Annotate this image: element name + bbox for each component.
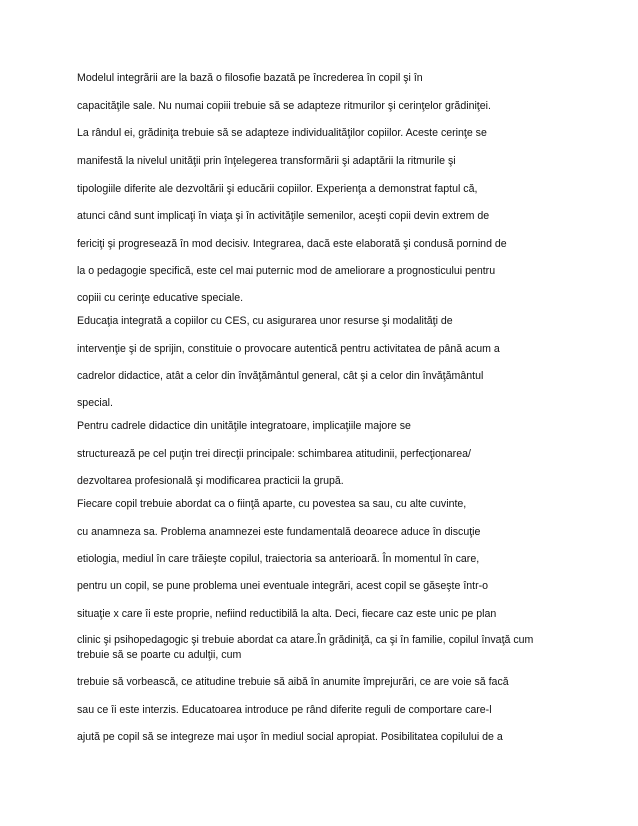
text-line: situaţie x care îi este proprie, nefiind reductibilă la alta. Deci, fiecare caz este unic pe plan [77, 608, 497, 620]
text-line: clinic şi psihopedagogic şi trebuie abordat ca atare.În grădiniţă, ca şi în familie, copilul învaţă cum [77, 634, 534, 646]
text-line: manifestă la nivelul unităţii prin înţelegerea transformării şi adaptării la ritmurile şi [77, 155, 456, 167]
text-line: special. [77, 397, 113, 409]
text-line: La rândul ei, grădiniţa trebuie să se adapteze individualităţilor copiilor. Aceste cerinţe se [77, 127, 487, 139]
text-line: ajută pe copil să se integreze mai uşor în mediul social apropiat. Posibilitatea copilului de a [77, 731, 503, 743]
text-line: atunci când sunt implicaţi în viaţa şi în activităţile semenilor, aceşti copii devin extrem de [77, 210, 490, 222]
text-line: dezvoltarea profesională şi modificarea practicii la grupă. [77, 475, 344, 487]
text-line: intervenţie şi de sprijin, constituie o provocare autentică pentru activitatea de până acum a [77, 343, 500, 355]
text-line: Pentru cadrele didactice din unităţile integratoare, implicaţiile majore se [77, 420, 411, 432]
text-line: sau ce îi este interzis. Educatoarea introduce pe rând diferite reguli de comportare care-l [77, 704, 492, 716]
text-line: trebuie să vorbească, ce atitudine trebuie să aibă în anumite împrejurări, ce are voie să facă [77, 676, 509, 688]
text-line: fericiţi şi progresează în mod decisiv. Integrarea, dacă este elaborată şi condusă pornind de [77, 238, 507, 250]
text-line: tipologiile diferite ale dezvoltării şi educării copiilor. Experienţa a demonstrat faptul că, [77, 183, 478, 195]
text-line: pentru un copil, se pune problema unei eventuale integrări, acest copil se găseşte într-o [77, 580, 489, 592]
text-line: trebuie să se poarte cu adulţii, cum [77, 649, 242, 661]
text-line: la o pedagogie specifică, este cel mai puternic mod de ameliorare a prognosticului pentru [77, 265, 496, 277]
text-line: structurează pe cel puţin trei direcţii principale: schimbarea atitudinii, perfecţionarea/ [77, 448, 471, 460]
text-line: Modelul integrării are la bază o filosofie bazată pe încrederea în copil şi în [77, 72, 423, 84]
text-line: cu anamneza sa. Problema anamnezei este fundamentală deoarece aduce în discuţie [77, 526, 481, 538]
text-line: etiologia, mediul în care trăieşte copilul, traiectoria sa anterioară. În momentul în care, [77, 553, 480, 565]
text-line: cadrelor didactice, atât a celor din învăţământul general, cât şi a celor din învăţământul [77, 370, 484, 382]
text-line: Fiecare copil trebuie abordat ca o fiinţă aparte, cu povestea sa sau, cu alte cuvinte, [77, 498, 467, 510]
text-line: capacităţile sale. Nu numai copiii trebuie să se adapteze ritmurilor şi cerinţelor grădiniţei. [77, 100, 491, 112]
text-line: copiii cu cerinţe educative speciale. [77, 292, 244, 304]
text-line: Educaţia integrată a copiilor cu CES, cu asigurarea unor resurse şi modalităţi de [77, 315, 453, 327]
